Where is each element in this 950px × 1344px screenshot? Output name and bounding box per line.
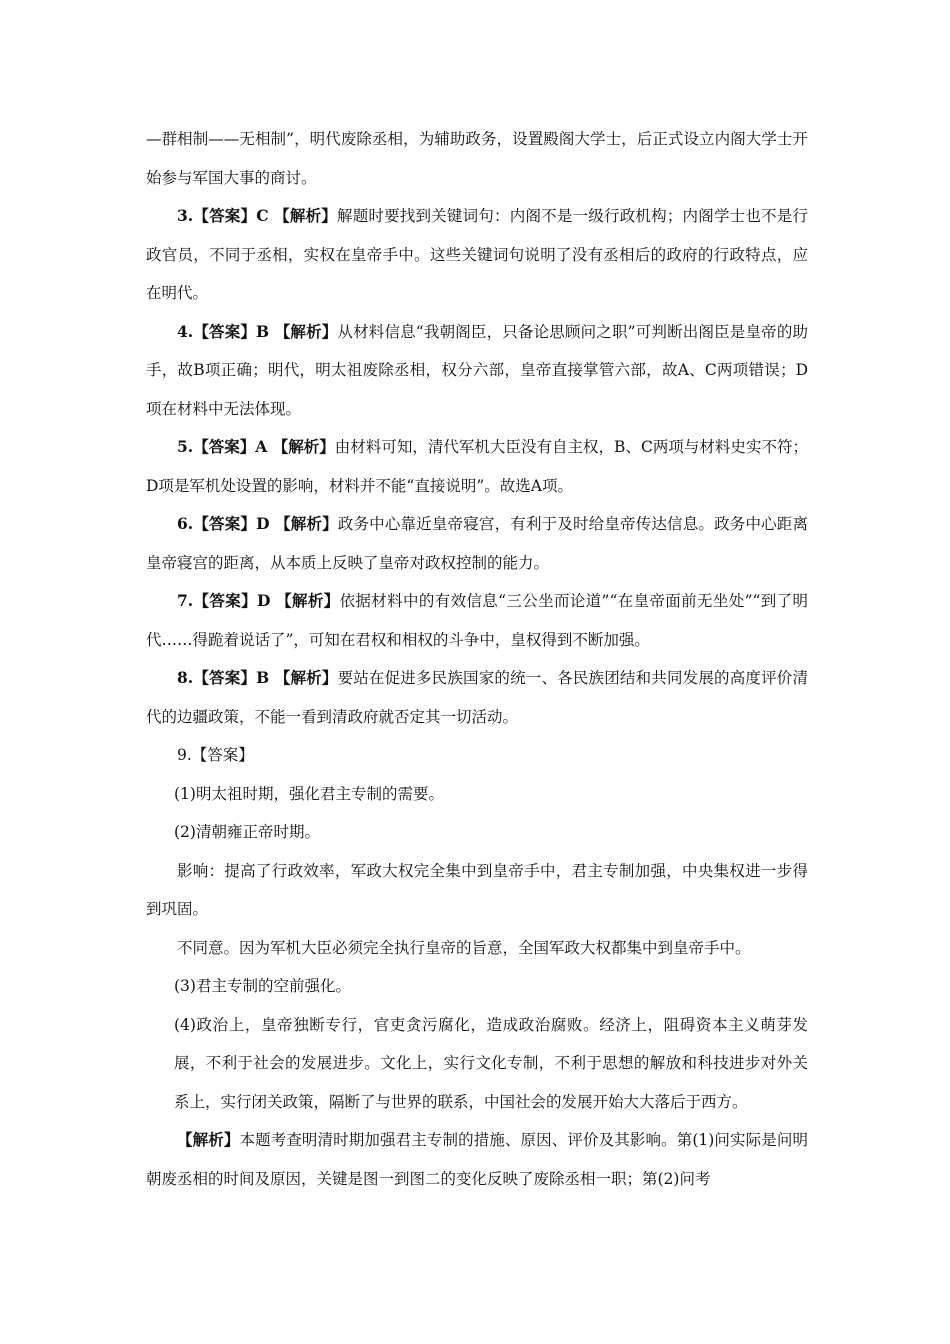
paragraph-answer-6: 6.【答案】D 【解析】政务中心靠近皇帝寝宫，有利于及时给皇帝传达信息。政务中心距离皇帝寝宫的距离，从本质上反映了皇帝对政权控制的能力。 xyxy=(146,514,808,572)
paragraph-answer-8: 8.【答案】B 【解析】要站在促进多民族国家的统一、各民族团结和共同发展的高度评价清代的边疆政策，不能一看到清政府就否定其一切活动。 xyxy=(146,668,808,726)
paragraph-answer-9-part-2: (2)清朝雍正帝时期。 xyxy=(174,823,320,841)
paragraph-answer-9-part-4: (4)政治上，皇帝独断专行，官吏贪污腐化，造成政治腐败。经济上，阻碍资本主义萌芽发展，不利于社会的发展进步。文化上，实行文化专制，不利于思想的解放和科技进步对外关系上，实行闭关政策，隔断了与世界的联系，中国社会的发展开始大大落后于西方。 xyxy=(174,1015,808,1111)
paragraph-answer-9-part-3: (3)君主专制的空前强化。 xyxy=(174,977,351,995)
paragraph-answer-7: 7.【答案】D 【解析】依据材料中的有效信息“三公坐而论道”“在皇帝面前无坐处”“到了明代……得跪着说话了”，可知在君权和相权的斗争中，皇权得到不断加强。 xyxy=(146,591,808,649)
paragraph-analysis: 【解析】本题考查明清时期加强君主专制的措施、原因、评价及其影响。第(1)问实际是问明朝废丞相的时间及原因，关键是图一到图二的变化反映了废除丞相一职；第(2)问考 xyxy=(146,1130,808,1188)
paragraph-answer-9-disagree: 不同意。因为军机大臣必须完全执行皇帝的旨意，全国军政大权都集中到皇帝手中。 xyxy=(177,938,751,957)
answer-text xyxy=(146,120,808,1198)
paragraph-0: —群相制——无相制”，明代废除丞相，为辅助政务，设置殿阁大学士，后正式设立内阁大学士开始参与军国大事的商讨。 xyxy=(146,130,808,187)
paragraph-answer-9-part-1: (1)明太祖时期，强化君主专制的需要。 xyxy=(174,784,444,803)
paragraph-answer-3: 3.【答案】C 【解析】解题时要找到关键词句：内阁不是一级行政机构；内阁学士也不是行政官员，不同于丞相，实权在皇帝手中。这些关键词句说明了没有丞相后的政府的行政特点，应在明代。 xyxy=(146,206,808,302)
paragraph-answer-9-heading: 9.【答案】 xyxy=(177,746,254,764)
paragraph-answer-5: 5.【答案】A 【解析】由材料可知，清代军机大臣没有自主权，B、C两项与材料史实不符；D项是军机处设置的影响，材料并不能“直接说明”。故选A项。 xyxy=(146,437,808,495)
paragraph-answer-4: 4.【答案】B 【解析】从材料信息“我朝阁臣，只备论思顾问之职”可判断出阁臣是皇帝的助手，故B项正确；明代，明太祖废除丞相，权分六部，皇帝直接掌管六部，故A、C两项错误；D项在材料中无法体现。 xyxy=(146,321,808,418)
paragraph-answer-9-impact: 影响：提高了行政效率，军政大权完全集中到皇帝手中，君主专制加强，中央集权进一步得到巩固。 xyxy=(146,861,808,918)
